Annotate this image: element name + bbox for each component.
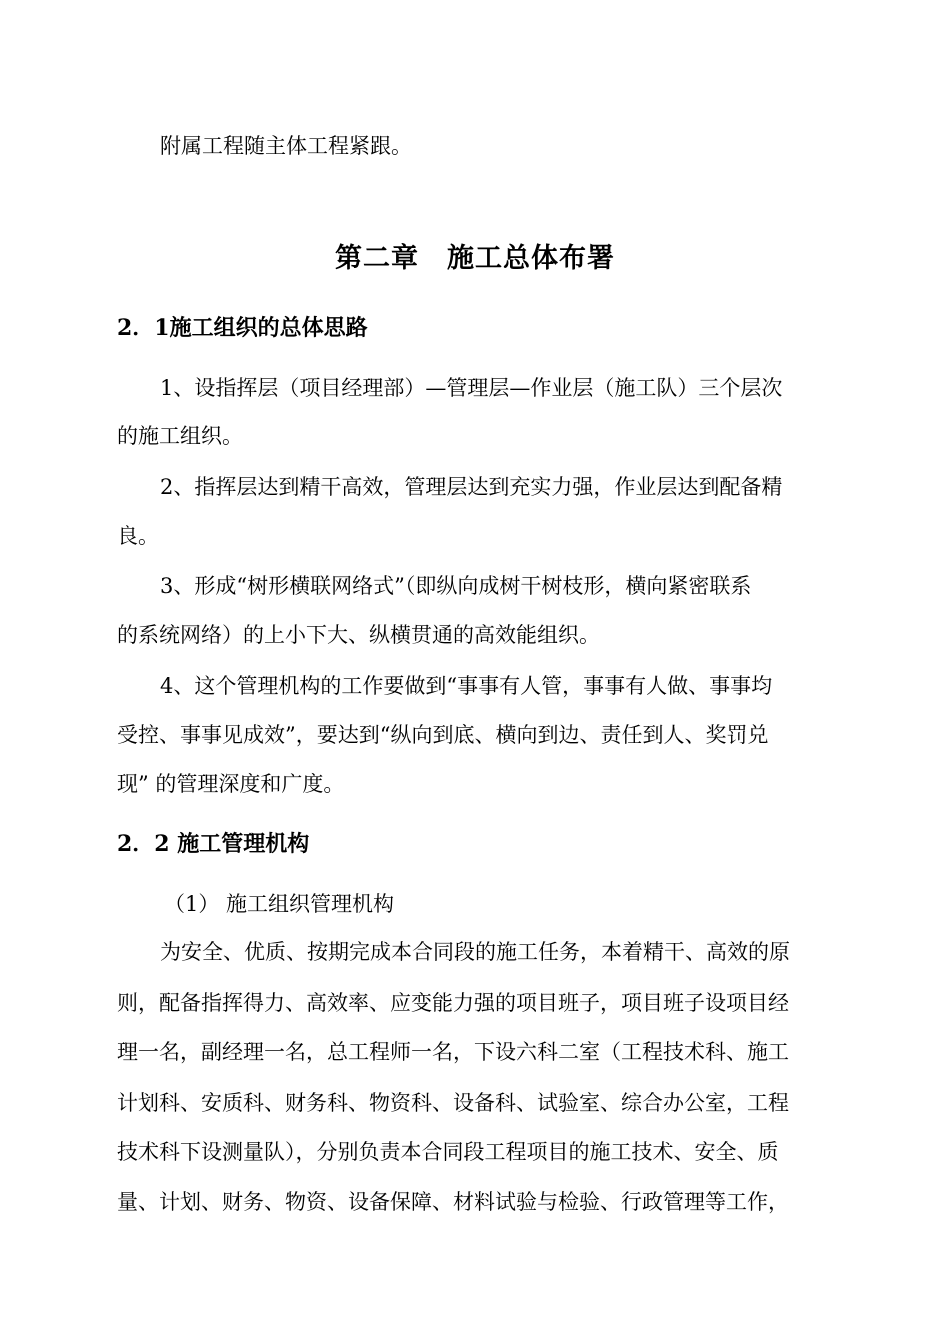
paragraph-line: 良。 bbox=[117, 524, 159, 548]
paragraph-line: 受控、事事见成效”，要达到“纵向到底、横向到边、责任到人、奖罚兑 bbox=[117, 723, 769, 747]
paragraph-line: 1、设指挥层（项目经理部）—管理层—作业层（施工队）三个层次 bbox=[160, 376, 783, 400]
section-2-1-heading: 2．1施工组织的总体思路 bbox=[117, 315, 368, 341]
paragraph-line: 的施工组织。 bbox=[117, 424, 243, 448]
paragraph-line: 为安全、优质、按期完成本合同段的施工任务，本着精干、高效的原 bbox=[160, 940, 790, 964]
paragraph-line: 的系统网络）的上小下大、纵横贯通的高效能组织。 bbox=[117, 623, 600, 647]
paragraph-line: 现” 的管理深度和广度。 bbox=[117, 772, 345, 796]
intro-paragraph: 附属工程随主体工程紧跟。 bbox=[160, 134, 412, 158]
paragraph-line: 技术科下设测量队），分别负责本合同段工程项目的施工技术、安全、质 bbox=[117, 1140, 779, 1164]
subsection-heading: （1） 施工组织管理机构 bbox=[164, 892, 395, 916]
paragraph-line: 3、形成“树形横联网络式”（即纵向成树干树枝形，横向紧密联系 bbox=[160, 574, 752, 598]
paragraph-line: 4、这个管理机构的工作要做到“事事有人管，事事有人做、事事均 bbox=[160, 674, 773, 698]
paragraph-line: 2、指挥层达到精干高效，管理层达到充实力强，作业层达到配备精 bbox=[160, 475, 783, 499]
section-2-2-heading: 2．2 施工管理机构 bbox=[117, 831, 310, 857]
paragraph-line: 则，配备指挥得力、高效率、应变能力强的项目班子，项目班子设项目经 bbox=[117, 991, 789, 1015]
paragraph-line: 计划科、安质科、财务科、物资科、设备科、试验室、综合办公室，工程 bbox=[117, 1091, 789, 1115]
chapter-title: 第二章 施工总体布署 bbox=[335, 243, 615, 274]
paragraph-line: 理一名，副经理一名，总工程师一名，下设六科二室（工程技术科、施工 bbox=[117, 1040, 789, 1064]
paragraph-line: 量、计划、财务、物资、设备保障、材料试验与检验、行政管理等工作， bbox=[117, 1190, 789, 1214]
